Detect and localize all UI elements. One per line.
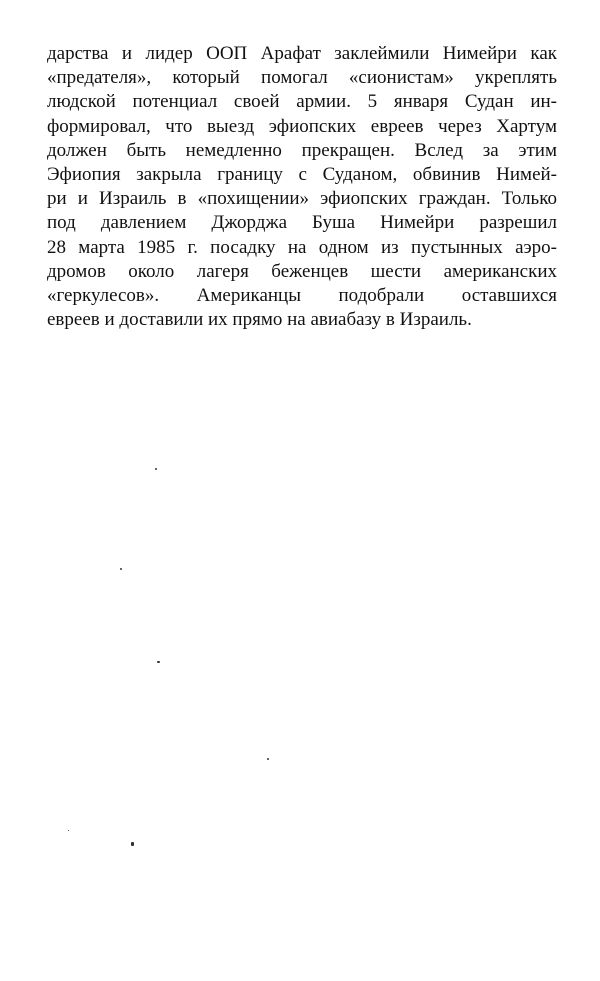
scan-speck	[155, 468, 157, 470]
text-line: формировал, что выезд эфиопских евреев через Хартум	[47, 115, 557, 137]
scan-speck	[131, 842, 134, 846]
text-line: дромов около лагеря беженцев шести американских	[47, 260, 557, 282]
scan-speck	[68, 830, 69, 831]
scan-speck	[267, 758, 269, 760]
text-line: людской потенциал своей армии. 5 января Судан ин-	[47, 91, 557, 113]
scan-speck	[120, 568, 122, 570]
text-line: Эфиопия закрыла границу с Суданом, обвинив Нимей-	[47, 164, 557, 186]
text-line: евреев и доставили их прямо на авиабазу в Израиль.	[47, 309, 472, 331]
text-line: под давлением Джорджа Буша Нимейри разрешил	[47, 212, 557, 234]
text-line: дарства и лидер ООП Арафат заклеймили Нимейри как	[47, 43, 557, 64]
text-line: должен быть немедленно прекращен. Вслед за этим	[47, 139, 557, 161]
scan-speck	[157, 661, 160, 663]
text-line: «геркулесов». Американцы подобрали оставшихся	[47, 285, 557, 307]
body-text	[47, 42, 557, 332]
text-line: ри и Израиль в «похищении» эфиопских граждан. Только	[47, 188, 557, 210]
text-line: «предателя», который помогал «сионистам» укреплять	[47, 67, 557, 89]
text-line: 28 марта 1985 г. посадку на одном из пустынных аэро-	[47, 236, 557, 258]
